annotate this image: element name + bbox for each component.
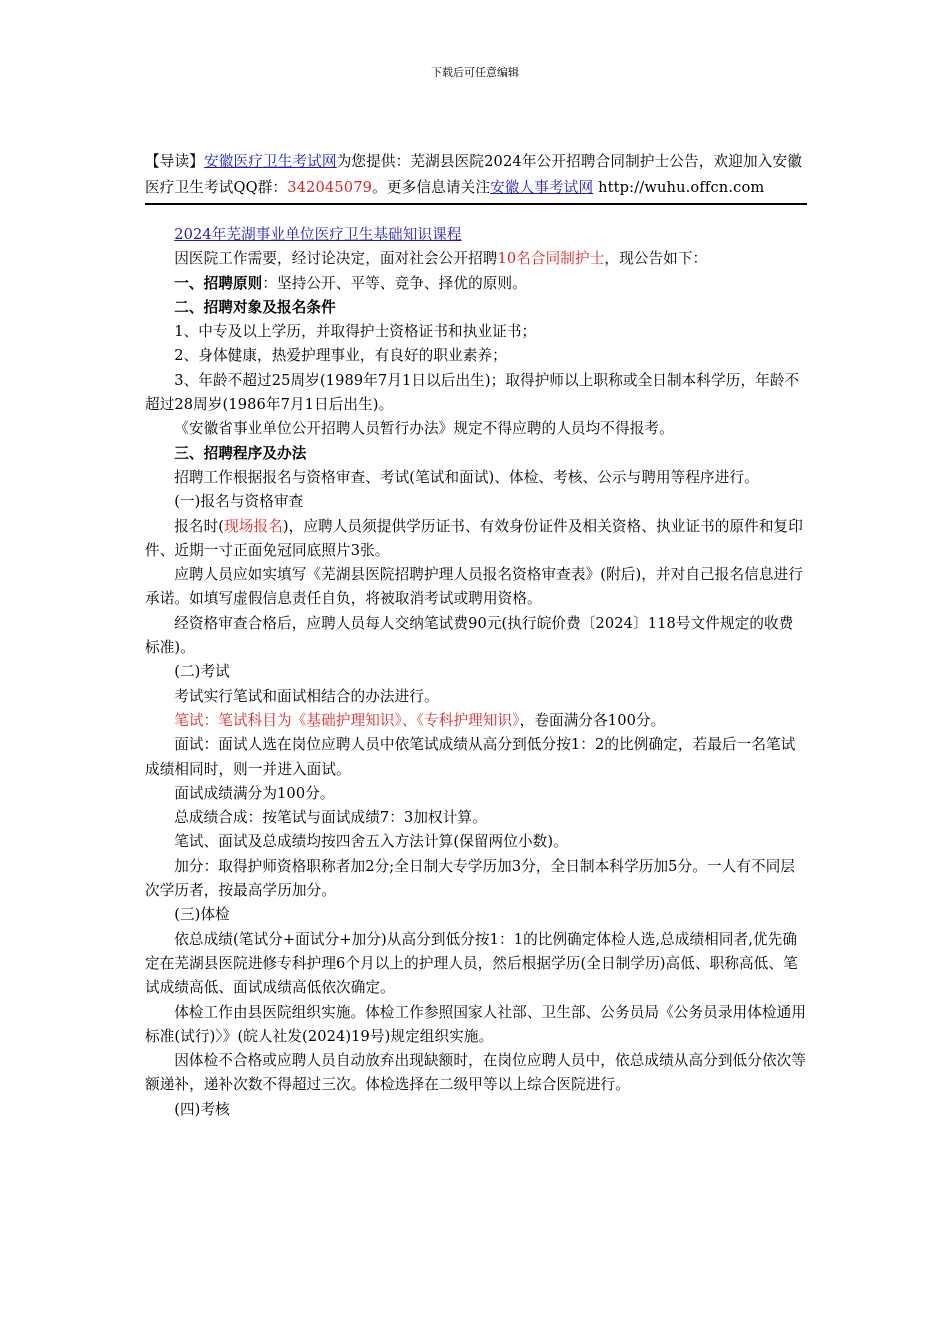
condition-2: 2、身体健康，热爱护理事业，有良好的职业素养；: [174, 347, 507, 365]
form-fill-paragraph: 应聘人员应如实填写《芜湖县医院招聘护理人员报名资格审查表》(附后)，并对自己报名信息进行承诺。如填写虚假信息责任自负，将被取消考试或聘用资格。: [145, 566, 803, 608]
interview-score-paragraph: 面试成绩满分为100分。: [174, 784, 335, 802]
medical-paragraph-3: 因体检不合格或应聘人员自动放弃出现缺额时，在岗位应聘人员中，依总成绩从高分到低分依次等额递补，递补次数不得超过三次。体检选择在二级甲等以上综合医院进行。: [145, 1052, 807, 1094]
document-page: [145, 149, 807, 1122]
announcement-body: [145, 223, 807, 1122]
exam-fee-paragraph: 经资格审查合格后，应聘人员每人交纳笔试费90元(执行皖价费〔2024〕118号文件规定的收费标准)。: [145, 614, 794, 657]
subsection-1-heading: (一)报名与资格审查: [174, 493, 304, 511]
total-score-paragraph: 总成绩合成：按笔试与面试成绩7：3加权计算。: [174, 809, 487, 827]
header-divider: [145, 203, 807, 205]
interview-paragraph: 面试：面试人选在岗位应聘人员中依笔试成绩从高分到低分按1：2的比例确定，若最后一名笔试成绩相同时，则一并进入面试。: [145, 736, 796, 778]
section-1-heading: 一、招聘原则: [174, 274, 263, 292]
course-link[interactable]: 2024年芜湖事业单位医疗卫生基础知识课程: [174, 226, 462, 243]
bonus-paragraph: 加分：取得护师资格职称者加2分;全日制大专学历加3分，全日制本科学历加5分。一人有不同层次学历者，按最高学历加分。: [145, 857, 796, 900]
onsite-registration: 现场报名: [224, 517, 283, 535]
exam-method-paragraph: 考试实行笔试和面试相结合的办法进行。: [174, 687, 439, 705]
section-3-heading: 三、招聘程序及办法: [174, 444, 307, 462]
page-header-note: 下载后可任意编辑: [431, 66, 519, 79]
condition-4: 《安徽省事业单位公开招聘人员暂行办法》规定不得应聘的人员均不得报考。: [174, 420, 674, 438]
written-exam-paragraph: 笔试：笔试科目为《基础护理知识》、《专科护理知识》，卷面满分各100分。: [174, 711, 666, 729]
qq-group-number: 342045079: [287, 179, 373, 196]
intro-prefix: 【导读】: [145, 153, 204, 170]
subsection-4-heading: (四)考核: [174, 1100, 230, 1118]
opening-paragraph: 因医院工作需要，经讨论决定，面对社会公开招聘10名合同制护士，现公告如下：: [174, 250, 708, 268]
recruit-count: 10名合同制护士: [497, 250, 605, 268]
written-exam-subjects: 笔试：笔试科目为《基础护理知识》、《专科护理知识》: [174, 711, 520, 729]
procedure-paragraph: 招聘工作根据报名与资格审查、考试(笔试和面试)、体检、考核、公示与聘用等程序进行。: [174, 468, 759, 486]
intro-text-1: 为您提供：芜湖县医院2024年公开招聘合同制护士公告，欢迎加入安徽医疗卫生考试QQ群：: [145, 153, 802, 196]
condition-3: 3、年龄不超过25周岁(1989年7月1日以后出生)；取得护师以上职称或全日制本科学历，年龄不超过28周岁(1986年7月1日后出生)。: [145, 371, 800, 414]
subsection-3-heading: (三)体检: [174, 906, 230, 924]
anhui-personnel-exam-link[interactable]: 安徽人事考试网: [490, 179, 594, 196]
condition-1: 1、中专及以上学历，并取得护士资格证书和执业证书；: [174, 323, 537, 341]
medical-paragraph-2: 体检工作由县医院组织实施。体检工作参照国家人社部、卫生部、公务员局《公务员录用体检通用标准(试行)〉》(皖人社发(2024)19号)规定组织实施。: [145, 1003, 807, 1045]
section-2-heading: 二、招聘对象及报名条件: [174, 298, 336, 316]
medical-paragraph-1: 依总成绩(笔试分+面试分+加分)从高分到低分按1：1的比例确定体检人选,总成绩相同者,优先确定在芜湖县医院进修专科护理6个月以上的护理人员，然后根据学历(全日制学历)高低、职称高低、笔试成绩高低、面试成绩高低依次确定。: [145, 930, 798, 997]
rounding-paragraph: 笔试、面试及总成绩均按四舍五入方法计算(保留两位小数)。: [174, 833, 568, 851]
intro-paragraph: [145, 149, 807, 201]
section-1: 一、招聘原则：坚持公开、平等、竞争、择优的原则。: [174, 274, 527, 292]
site-url: http://wuhu.offcn.com: [598, 179, 765, 196]
anhui-medical-exam-link[interactable]: 安徽医疗卫生考试网: [203, 153, 337, 170]
registration-paragraph: 报名时(现场报名)，应聘人员须提供学历证书、有效身份证件及相关资格、执业证书的原件和复印件、近期一寸正面免冠同底照片3张。: [145, 517, 803, 559]
intro-text-2: 。更多信息请关注: [372, 179, 491, 196]
subsection-2-heading: (二)考试: [174, 663, 230, 681]
